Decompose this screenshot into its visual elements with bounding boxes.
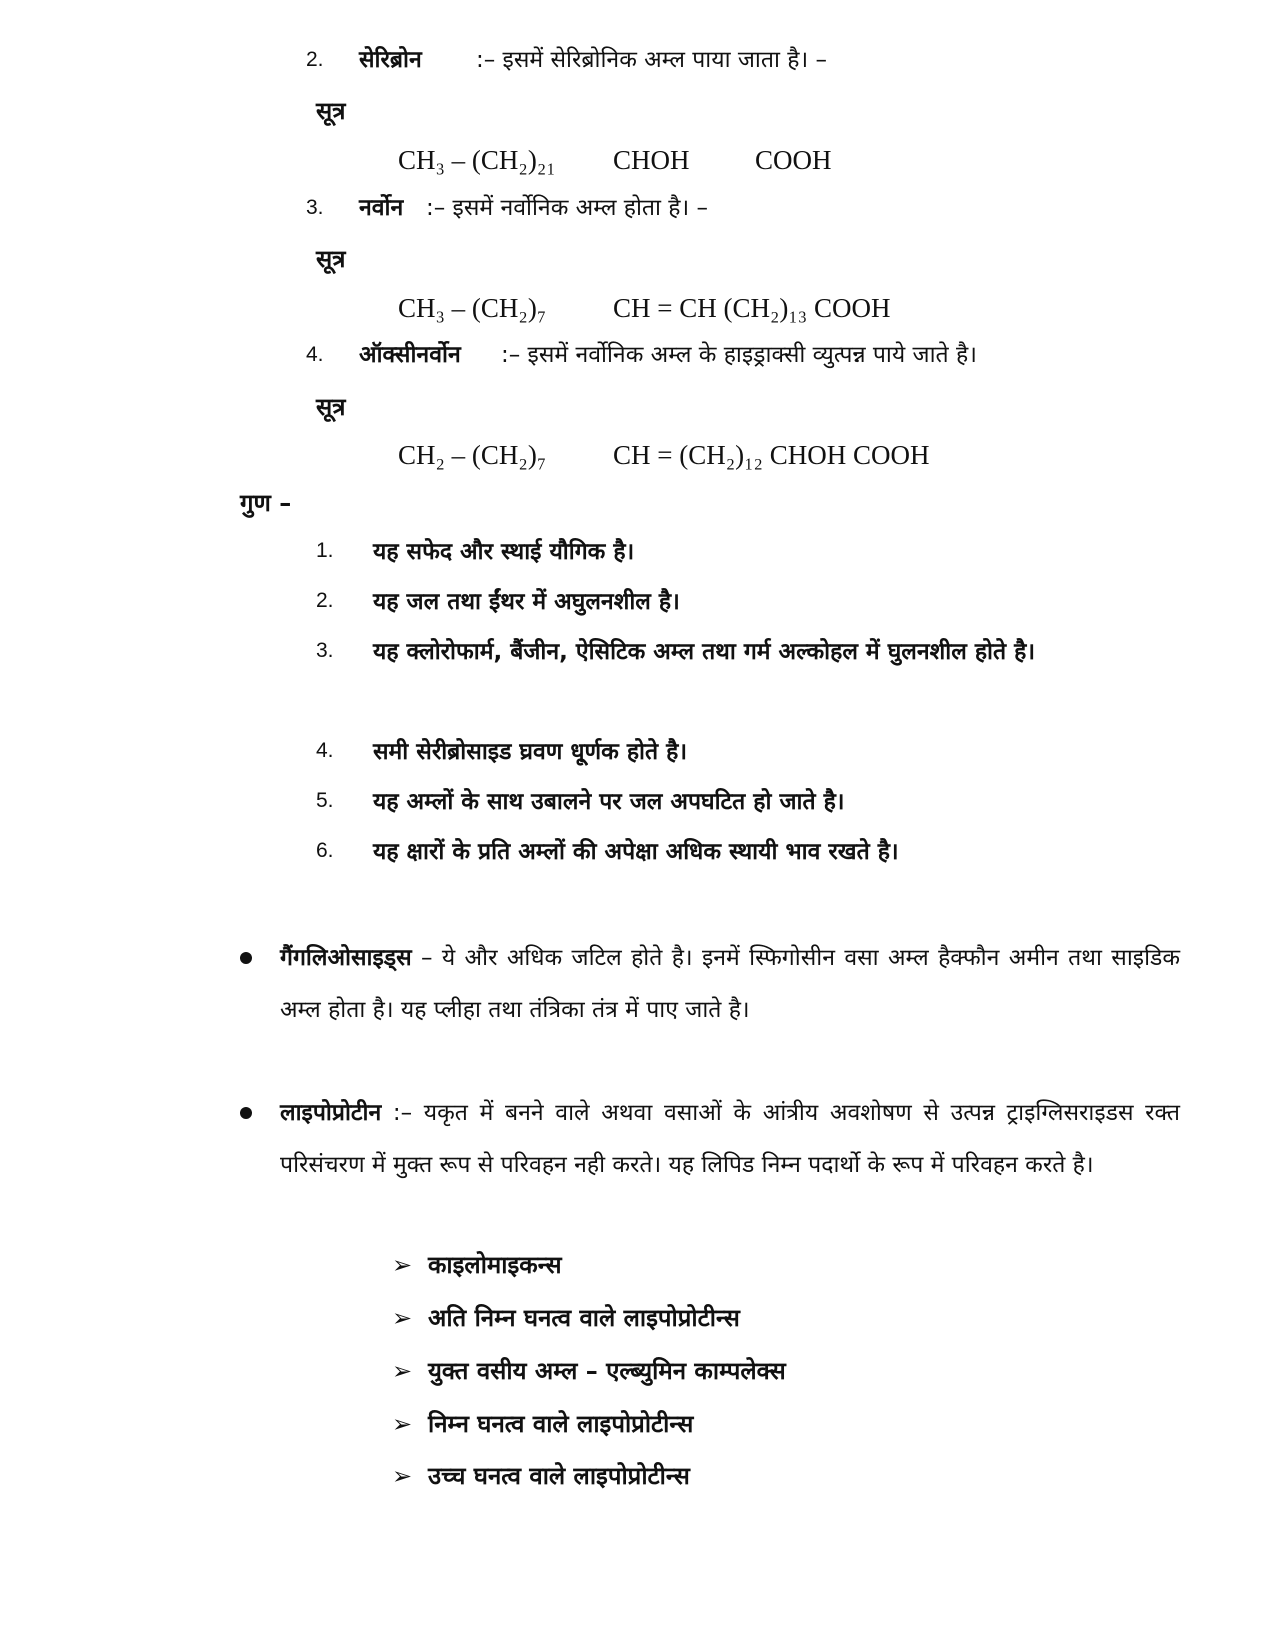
lipoprotein-type-item [392, 1248, 562, 1281]
property-number: 5. [316, 789, 334, 812]
item-number: 4. [306, 343, 324, 366]
item-term: ऑक्सीनर्वोन [359, 342, 461, 368]
formula-part: COOH [755, 145, 832, 175]
item-number: 2. [306, 48, 324, 71]
property-number: 3. [316, 639, 334, 662]
formula-part: CH = (CH₂)₁₂ CHOH COOH [613, 440, 930, 470]
arrow-bullet-icon: ➢ [392, 1304, 413, 1332]
lipoprotein-type-label: निम्न घनत्व वाले लाइपोप्रोटीन्स [428, 1410, 694, 1438]
bullet-text: :– यकृत में बनने वाले अथवा वसाओं के आंत्रीय अवशोषण से उत्पन्न ट्राइग्लिसराइडस रक्त परिसंचरण में मुक्त रूप से परिवहन नही करते। यह लिपिड निम्न पदार्थो के रूप में परिवहन करते है। [280, 1100, 1180, 1178]
formula-part: CHOH [613, 145, 690, 175]
properties-heading: गुण – [240, 489, 292, 517]
sutra-label: सूत्र [316, 393, 346, 421]
sutra-label: सूत्र [316, 97, 346, 125]
bullet-body [280, 932, 1180, 1036]
bullet-term: गैंगलिओसाइड्स [280, 945, 412, 971]
arrow-bullet-icon: ➢ [392, 1462, 413, 1490]
lipoprotein-type-item [392, 1459, 690, 1492]
property-text: यह क्षारों के प्रति अम्लों की अपेक्षा अधिक स्थायी भाव रखते है। [373, 839, 899, 865]
formula-part: CH₃ – (CH₂)₇ [398, 293, 547, 323]
lipoprotein-type-item [392, 1354, 786, 1387]
property-number: 4. [316, 739, 334, 762]
formula-part: CH₃ – (CH₂)₂₁ [398, 145, 556, 175]
item-term: नर्वोन [359, 195, 404, 221]
bullet-text: – ये और अधिक जटिल होते है। इनमें स्फिगोसीन वसा अम्ल हैक्फौन अमीन तथा साइडिक अम्ल होता है। यह प्लीहा तथा तंत्रिका तंत्र में पाए जाते है। [280, 945, 1180, 1023]
item-number: 3. [306, 196, 324, 219]
property-number: 6. [316, 839, 334, 862]
arrow-bullet-icon: ➢ [392, 1357, 413, 1385]
item-desc: :– इसमें नर्वोनिक अम्ल के हाइड्राक्सी व्युत्पन्न पाये जाते है। [501, 342, 977, 368]
property-text: यह क्लोरोफार्म, बैंजीन, ऐसिटिक अम्ल तथा गर्म अल्कोहल में घुलनशील होते है। [373, 639, 1036, 665]
property-number: 1. [316, 539, 334, 562]
property-text: यह जल तथा ईंथर में अघुलनशील है। [373, 589, 680, 615]
bullet-body [280, 1087, 1180, 1191]
property-text: यह अम्लों के साथ उबालने पर जल अपघटित हो जाते है। [373, 789, 845, 815]
formula-part: CH = CH (CH₂)₁₃ COOH [613, 293, 891, 323]
sutra-label: सूत्र [316, 245, 346, 273]
lipoprotein-type-item [392, 1407, 693, 1440]
lipoprotein-type-label: काइलोमाइकन्स [428, 1251, 562, 1279]
property-number: 2. [316, 589, 334, 612]
bullet-term: लाइपोप्रोटीन [280, 1100, 382, 1126]
formula-part: CH₂ – (CH₂)₇ [398, 440, 547, 470]
property-text: समी सेरीब्रोसाइड घ्रवण धू्र्णक होते है। [373, 739, 688, 765]
lipoprotein-type-label: युक्त वसीय अम्ल – एल्ब्युमिन काम्पलेक्स [428, 1357, 786, 1385]
property-text: यह सफेद और स्थाई यौगिक है। [373, 539, 635, 565]
lipoprotein-type-label: अति निम्न घनत्व वाले लाइपोप्रोटीन्स [428, 1304, 740, 1332]
lipoprotein-type-label: उच्च घनत्व वाले लाइपोप्रोटीन्स [428, 1462, 690, 1490]
item-desc: :– इसमें सेरिब्रोनिक अम्ल पाया जाता है। – [476, 47, 828, 73]
bullet-dot-icon [240, 952, 252, 964]
item-term: सेरिब्रोन [359, 47, 422, 73]
item-desc: :– इसमें नर्वोनिक अम्ल होता है। – [426, 195, 709, 221]
lipoprotein-type-item [392, 1301, 740, 1334]
arrow-bullet-icon: ➢ [392, 1251, 413, 1279]
bullet-dot-icon [240, 1107, 252, 1119]
arrow-bullet-icon: ➢ [392, 1410, 413, 1438]
